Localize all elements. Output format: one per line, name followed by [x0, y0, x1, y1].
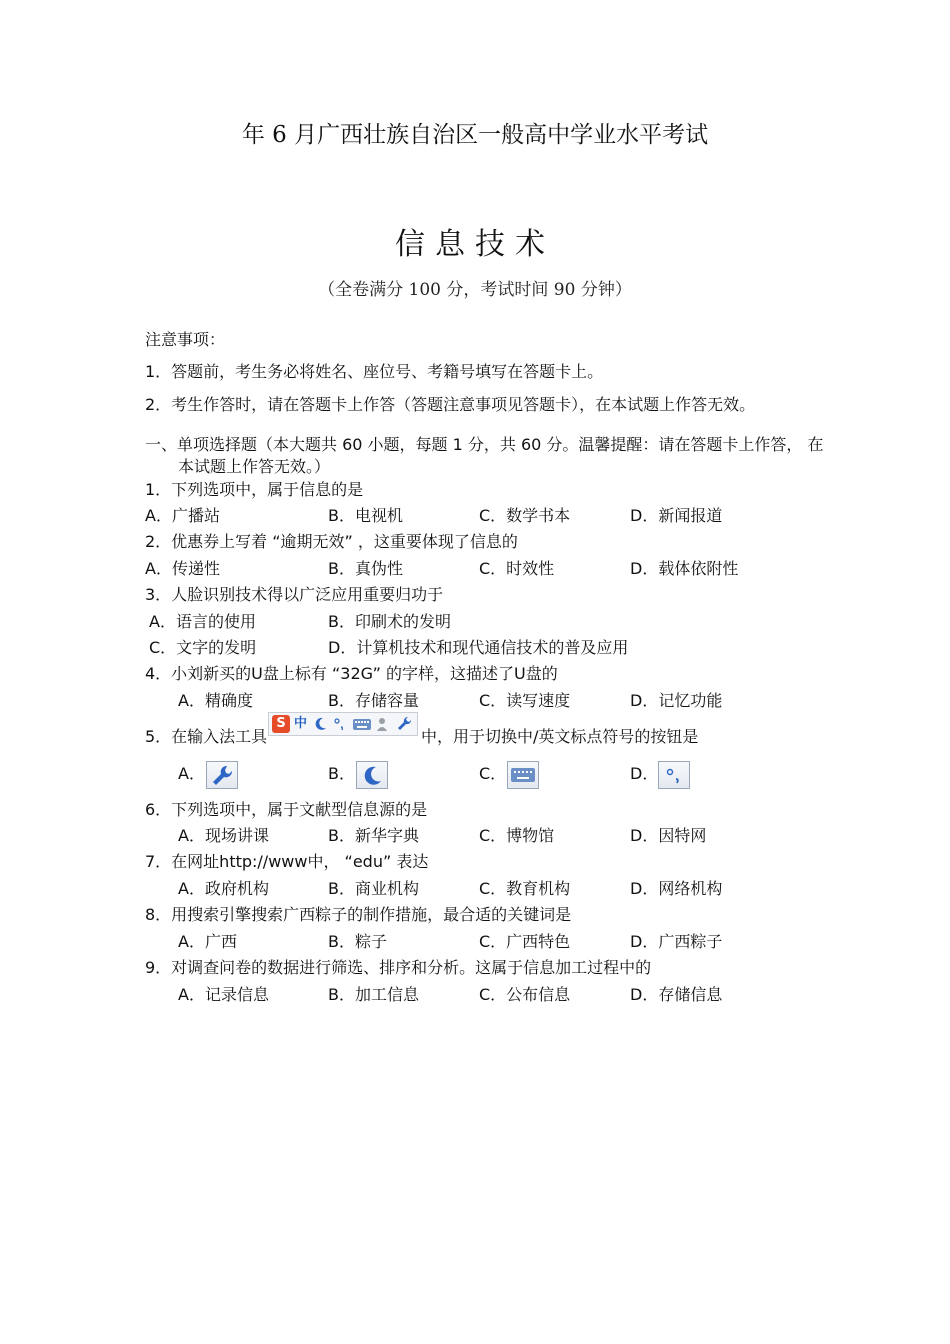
question-9-option-b: B．加工信息 [328, 985, 419, 1004]
wrench-icon [395, 715, 413, 733]
question-4-option-c: C．读写速度 [479, 691, 571, 710]
question-5-stem-after: 中，用于切换中/英文标点符号的按钮是 [421, 727, 699, 746]
wrench-icon [206, 761, 238, 789]
question-6-option-a: A．现场讲课 [178, 826, 269, 845]
question-3-option-b: B．印刷术的发明 [328, 612, 451, 631]
question-2-option-a: A．传递性 [145, 559, 220, 578]
question-5-option-d: D． [630, 764, 659, 783]
question-3-option-a: A．语言的使用 [149, 612, 256, 631]
question-7-option-c: C．教育机构 [479, 879, 571, 898]
question-9-option-c: C．公布信息 [479, 985, 571, 1004]
input-method-toolbar [268, 712, 418, 736]
question-3-option-c: C．文字的发明 [149, 638, 257, 657]
question-4-option-b: B．存储容量 [328, 691, 419, 710]
question-7-option-a: A．政府机构 [178, 879, 269, 898]
question-8-option-b: B．粽子 [328, 932, 387, 951]
question-7-option-d: D．网络机构 [630, 879, 723, 898]
question-6-option-c: C．博物馆 [479, 826, 555, 845]
question-2-option-b: B．真伪性 [328, 559, 403, 578]
question-8-option-a: A．广西 [178, 932, 237, 951]
question-4-option-d: D．记忆功能 [630, 691, 723, 710]
question-1-option-b: B．电视机 [328, 506, 403, 525]
question-6-option-b: B．新华字典 [328, 826, 419, 845]
toolbar-zhong-text: 中 [294, 716, 308, 731]
question-6-stem: 6．下列选项中，属于文献型信息源的是 [145, 800, 428, 819]
sogou-s-icon: S [272, 715, 290, 733]
question-5-option-b: B． [328, 764, 355, 783]
question-5-option-a: A． [178, 764, 205, 783]
question-4-stem: 4．小刘新买的U盘上标有 “32G” 的字样，这描述了U盘的 [145, 664, 558, 683]
question-2-option-d: D．载体依附性 [630, 559, 739, 578]
subject-title: 信息技术 [395, 227, 555, 262]
question-8-option-c: C．广西特色 [479, 932, 571, 951]
question-2-stem: 2．优惠券上写着 “逾期无效” ，这重要体现了信息的 [145, 532, 518, 551]
question-4-option-a: A．精确度 [178, 691, 253, 710]
question-2-option-c: C．时效性 [479, 559, 555, 578]
question-1-option-c: C．数学书本 [479, 506, 571, 525]
question-1-stem: 1．下列选项中，属于信息的是 [145, 480, 364, 499]
moon-icon [314, 715, 328, 733]
notice-item: 2．考生作答时，请在答题卡上作答（答题注意事项见答题卡），在本试题上作答无效。 [145, 395, 756, 414]
notices-title: 注意事项： [145, 330, 226, 349]
exam-title: 年 6 月广西壮族自治区一般高中学业水平考试 [241, 122, 709, 148]
user-icon [375, 715, 389, 733]
question-9-stem: 9．对调查问卷的数据进行筛选、排序和分析。这属于信息加工过程中的 [145, 958, 652, 977]
keyboard-icon [352, 715, 372, 733]
question-3-stem: 3．人脸识别技术得以广泛应用重要归功于 [145, 585, 444, 604]
question-7-stem: 7．在网址http://www中， “edu” 表达 [145, 852, 429, 871]
question-7-option-b: B．商业机构 [328, 879, 419, 898]
question-9-option-a: A．记录信息 [178, 985, 269, 1004]
punctuation-icon [333, 715, 347, 733]
question-9-option-d: D．存储信息 [630, 985, 723, 1004]
exam-info: （全卷满分 100 分，考试时间 90 分钟） [318, 280, 632, 300]
question-1-option-a: A．广播站 [145, 506, 220, 525]
moon-icon [356, 761, 388, 789]
section-heading: 一、单项选择题（本大题共 60 小题，每题 1 分，共 60 分。温馨提醒：请在答题卡上作答， 在 [145, 435, 824, 454]
question-5-option-c: C． [479, 764, 507, 783]
question-8-stem: 8．用搜索引擎搜索广西粽子的制作措施，最合适的关键词是 [145, 905, 572, 924]
question-5-stem-before: 5．在输入法工具 [145, 727, 268, 746]
notice-item: 1．答题前，考生务必将姓名、座位号、考籍号填写在答题卡上。 [145, 362, 604, 381]
question-1-option-d: D．新闻报道 [630, 506, 723, 525]
keyboard-icon [507, 761, 539, 789]
question-6-option-d: D．因特网 [630, 826, 707, 845]
question-3-option-d: D．计算机技术和现代通信技术的普及应用 [328, 638, 629, 657]
section-heading-cont: 本试题上作答无效。） [178, 457, 331, 476]
question-8-option-d: D．广西粽子 [630, 932, 723, 951]
punctuation-icon [658, 761, 690, 789]
